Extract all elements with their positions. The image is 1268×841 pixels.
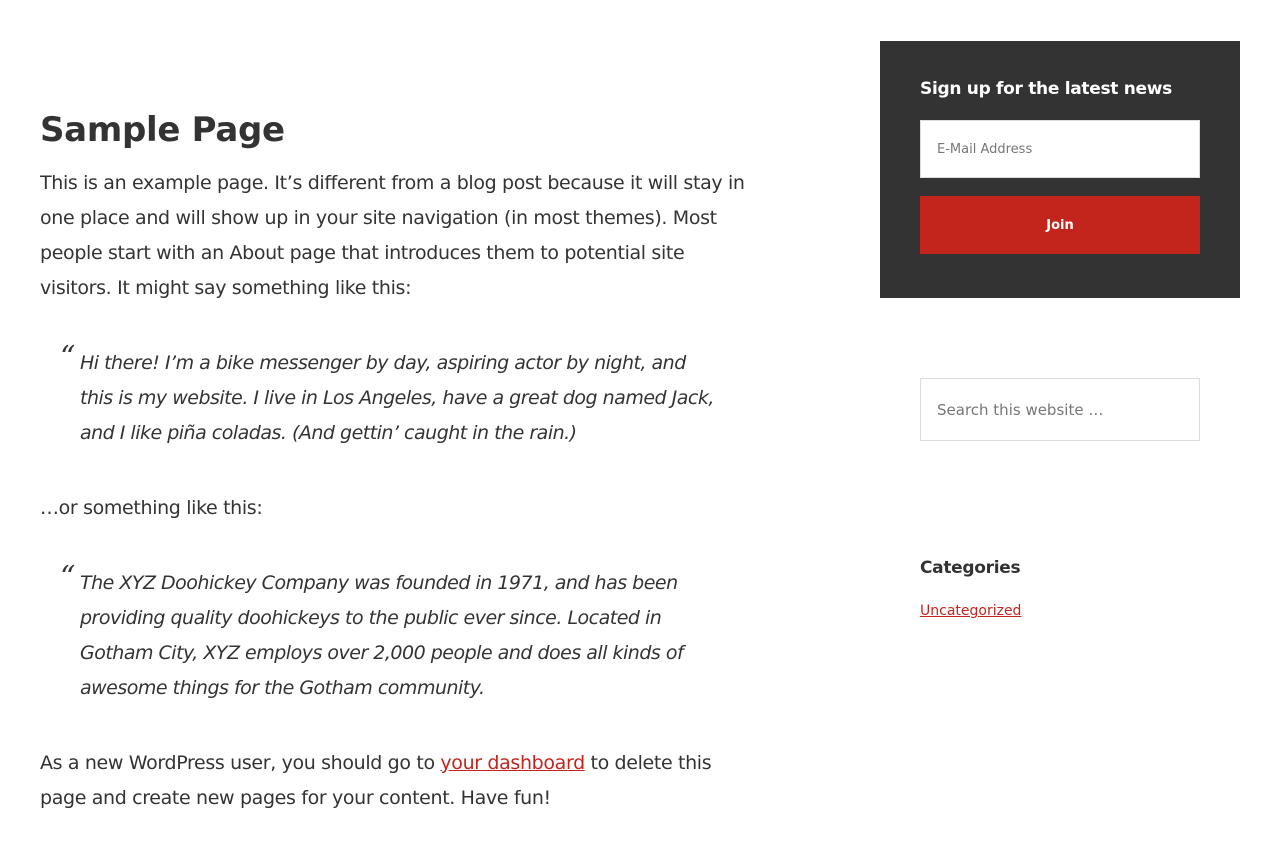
categories-title: Categories [920,558,1021,578]
newsletter-signup-widget [880,41,1240,298]
dashboard-link[interactable]: your dashboard [440,751,585,774]
blockquote-doohickey [40,566,720,706]
main-content [40,110,760,816]
quote-text: “ Hi there! I’m a bike messenger by day, aspiring actor by night, and this is my website. I live in Los Angeles, have a great dog named Jack, and I like piña coladas. (And gettin’ caught in the rain.) [80,351,714,444]
category-link-uncategorized[interactable]: Uncategorized [920,603,1022,619]
search-input[interactable] [920,378,1200,441]
signup-title: Sign up for the latest news [920,79,1172,99]
list-item [920,600,1220,619]
closing-text-after: to delete this page and create new pages for your content. Have fun! [40,751,712,809]
email-field[interactable] [920,120,1200,178]
closing-paragraph [40,746,760,816]
quote-text: “ The XYZ Doohickey Company was founded in 1971, and has been providing quality doohickeys to the public ever since. Located in Gotham City, XYZ employs over 2,000 people and does all kinds of awesome things for the Gotham community. [80,571,684,699]
closing-text-before: As a new WordPress user, you should go to [40,751,441,774]
intro-paragraph: This is an example page. It’s different from a blog post because it will stay in one place and will show up in your site navigation (in most themes). Most people start with an About page that introduces them to potential site visitors. It might say something like this: [40,171,745,299]
categories-list [920,600,1220,619]
join-button[interactable]: Join [920,196,1200,254]
middle-paragraph: …or something like this: [40,496,263,519]
page-title: Sample Page [40,110,285,150]
blockquote-bike-messenger [40,346,720,451]
categories-widget [920,558,1220,619]
